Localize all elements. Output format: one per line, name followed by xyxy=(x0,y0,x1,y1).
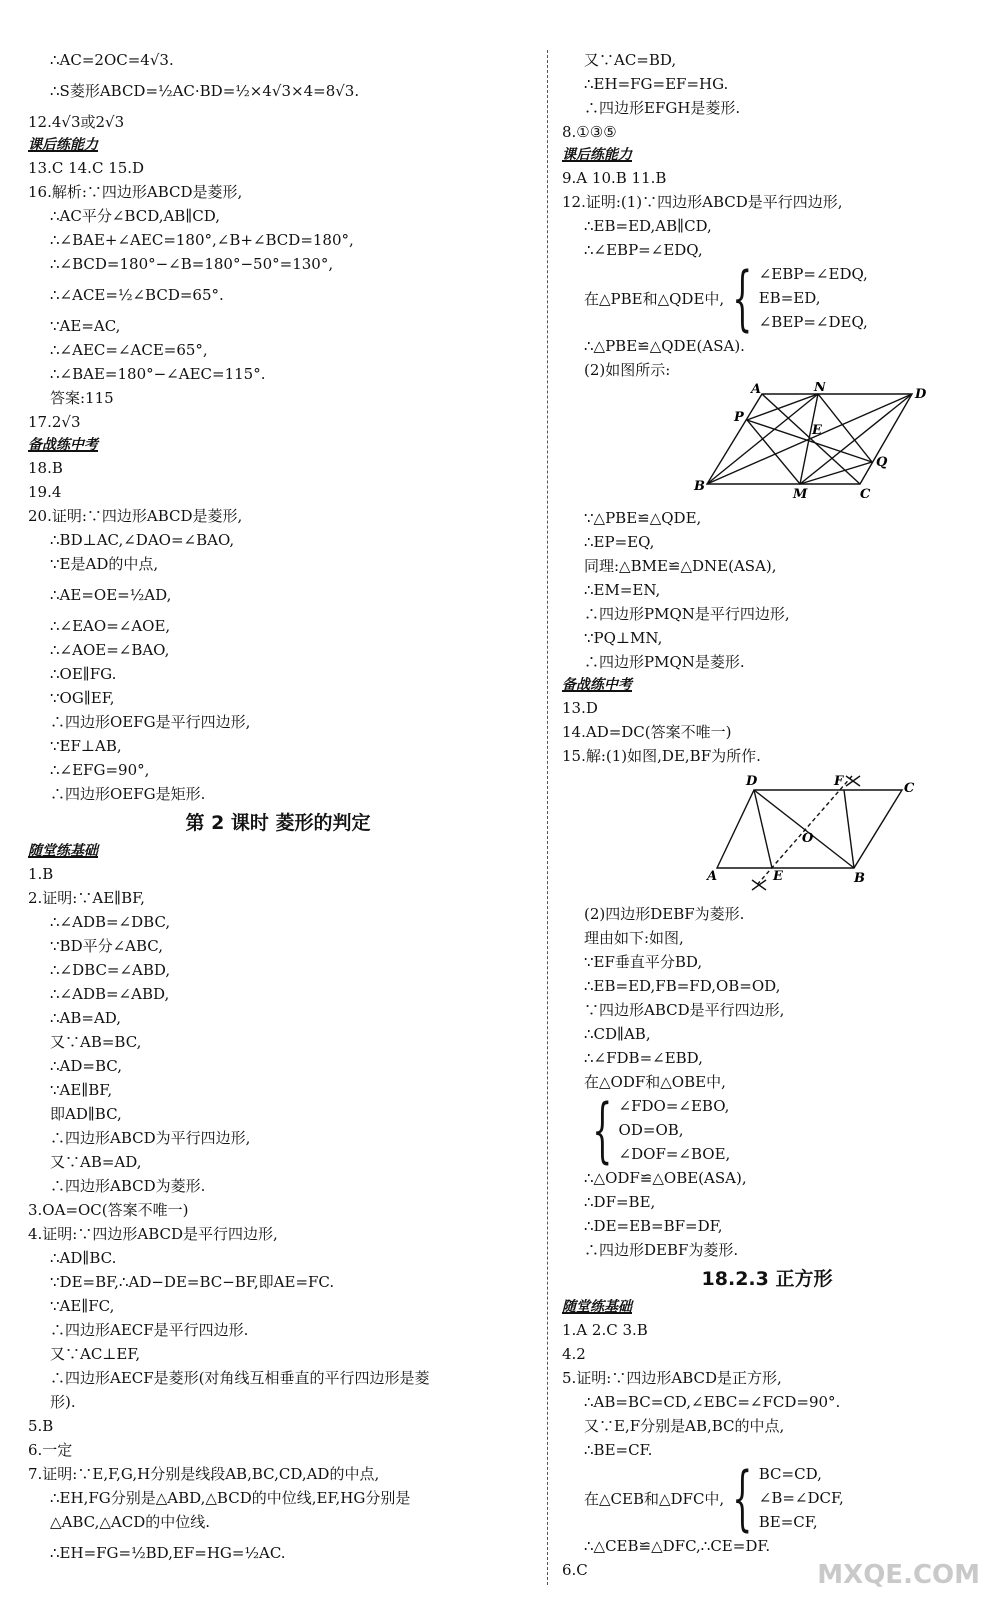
equation-system xyxy=(562,257,972,339)
text-line: 16.解析:∵四边形ABCD是菱形, xyxy=(28,183,243,201)
label-d: D xyxy=(746,774,758,789)
section-heading: 随堂练基础 xyxy=(562,1299,632,1315)
label-e: E xyxy=(773,869,783,884)
text-line: ∴DF=BE, xyxy=(584,1193,656,1211)
text-line: ∴EH=FG=½BD,EF=HG=½AC. xyxy=(50,1544,286,1562)
text-line: 1.B xyxy=(28,865,54,883)
section-heading: 课后练能力 xyxy=(562,147,632,163)
text-line: ∠FDO=∠EBO, xyxy=(618,1097,730,1115)
text-line: ∴∠AOE=∠BAO, xyxy=(50,641,170,659)
label-q: Q xyxy=(876,455,888,470)
text-line: 13.C 14.C 15.D xyxy=(28,159,145,177)
text-line: ∴∠BAE+∠AEC=180°,∠B+∠BCD=180°, xyxy=(50,231,354,249)
text-line: BE=CF, xyxy=(758,1513,818,1531)
text-line: ∴∠BAE=180°−∠AEC=115°. xyxy=(50,365,266,383)
text-line: 又∵AB=AD, xyxy=(50,1153,142,1171)
text-line: ∴四边形ABCD为平行四边形, xyxy=(50,1129,251,1147)
text-line: 理由如下:如图, xyxy=(584,929,684,947)
text-line: ∠DOF=∠BOE, xyxy=(618,1145,731,1163)
label-d: D xyxy=(915,387,927,402)
parallelogram-figure-2 xyxy=(562,768,972,898)
text-line: 4.2 xyxy=(562,1345,586,1363)
text-line: OD=OB, xyxy=(618,1121,684,1139)
lesson-title: 第 2 课时 菱形的判定 xyxy=(185,812,371,834)
text-line: ∴四边形PMQN是菱形. xyxy=(584,653,745,671)
text-line: 又∵AC⊥EF, xyxy=(50,1345,141,1363)
parallelogram-abcd xyxy=(717,790,902,868)
text-line: ∵DE=BF,∴AD−DE=BC−BF,即AE=FC. xyxy=(50,1273,335,1291)
text-line: 8.①③⑤ xyxy=(562,123,617,141)
text-line: (2)四边形DEBF为菱形. xyxy=(584,905,745,923)
label-e: E xyxy=(812,423,822,438)
segment-fb xyxy=(844,790,854,868)
text-line: ∠B=∠DCF, xyxy=(758,1489,844,1507)
text-line: ∵E是AD的中点, xyxy=(50,555,159,573)
text-line: ∠EBP=∠EDQ, xyxy=(758,265,868,283)
text-line: ∵AE∥FC, xyxy=(50,1297,115,1315)
text-line: ∴∠ADB=∠ABD, xyxy=(50,985,170,1003)
equation-system xyxy=(562,1089,972,1171)
label-p: P xyxy=(734,410,744,425)
text-line: ∴∠EBP=∠EDQ, xyxy=(584,241,703,259)
label-o: O xyxy=(802,831,814,846)
text-line: ∴∠ADB=∠DBC, xyxy=(50,913,171,931)
text-line: ∴四边形OEFG是矩形. xyxy=(50,785,206,803)
text-line: 又∵AC=BD, xyxy=(584,51,677,69)
text-line: ∵PQ⊥MN, xyxy=(584,629,663,647)
text-line: ∴AE=OE=½AD, xyxy=(50,586,172,604)
text-line: 在△ODF和△OBE中, xyxy=(584,1073,726,1091)
text-line: ∵四边形ABCD是平行四边形, xyxy=(584,1001,785,1019)
text-line: ∴S菱形ABCD=½AC·BD=½×4√3×4=8√3. xyxy=(50,82,360,100)
text-line: 5.B xyxy=(28,1417,54,1435)
text-line: ∴EH,FG分别是△ABD,△BCD的中位线,EF,HG分别是 xyxy=(50,1489,411,1507)
text-line: 形). xyxy=(50,1393,76,1411)
right-column xyxy=(562,48,972,1582)
label-c: C xyxy=(904,781,915,796)
equation-system xyxy=(562,1457,972,1539)
text-line: 7.证明:∵E,F,G,H分别是线段AB,BC,CD,AD的中点, xyxy=(28,1465,380,1483)
text-line: 答案:115 xyxy=(50,389,114,407)
text-line: ∴∠EFG=90°, xyxy=(50,761,150,779)
text-line: ∴OE∥FG. xyxy=(50,665,117,683)
text-line: ∴四边形OEFG是平行四边形, xyxy=(50,713,251,731)
text-line: ∴BE=CF. xyxy=(584,1441,653,1459)
text-line: 6.一定 xyxy=(28,1441,73,1459)
text-line: 13.D xyxy=(562,699,598,717)
left-column xyxy=(28,48,528,1572)
text-line: (2)如图所示: xyxy=(584,361,671,379)
text-line: 1.A 2.C 3.B xyxy=(562,1321,648,1339)
text-line: ∴△CEB≌△DFC,∴CE=DF. xyxy=(584,1537,771,1555)
text-line: ∴AB=BC=CD,∠EBC=∠FCD=90°. xyxy=(584,1393,841,1411)
brace: { xyxy=(732,257,753,339)
text-line: ∴AC=2OC=4√3. xyxy=(50,51,174,69)
text-line: ∴∠BCD=180°−∠B=180°−50°=130°, xyxy=(50,255,334,273)
text-line: ∵EF⊥AB, xyxy=(50,737,122,755)
text-line: ∴四边形ABCD为菱形. xyxy=(50,1177,206,1195)
text-line: 20.证明:∵四边形ABCD是菱形, xyxy=(28,507,243,525)
segment-dm xyxy=(800,394,912,484)
text-line: ∴△PBE≌△QDE(ASA). xyxy=(584,337,745,355)
text-line: ∵BD平分∠ABC, xyxy=(50,937,164,955)
text-line: 又∵AB=BC, xyxy=(50,1033,142,1051)
label-b: B xyxy=(694,479,705,494)
label-a: A xyxy=(707,869,718,884)
text-line: ∴CD∥AB, xyxy=(584,1025,651,1043)
brace: { xyxy=(592,1089,613,1171)
text-line: ∵AE∥BF, xyxy=(50,1081,113,1099)
label-f: F xyxy=(834,774,844,789)
text-line: 9.A 10.B 11.B xyxy=(562,169,667,187)
label-c: C xyxy=(860,487,871,502)
text-line: ∴∠FDB=∠EBD, xyxy=(584,1049,703,1067)
text-line: ∴EP=EQ, xyxy=(584,533,655,551)
text-line: ∴四边形AECF是平行四边形. xyxy=(50,1321,249,1339)
text-line: ∴AD=BC, xyxy=(50,1057,122,1075)
section-heading: 备战练中考 xyxy=(28,437,98,453)
text-line: ∵EF垂直平分BD, xyxy=(584,953,703,971)
text-line: ∴DE=EB=BF=DF, xyxy=(584,1217,723,1235)
parallelogram-figure-1 xyxy=(562,382,972,502)
text-line: ∵AE=AC, xyxy=(50,317,121,335)
text-line: 即AD∥BC, xyxy=(50,1105,122,1123)
text-line: ∴∠EAO=∠AOE, xyxy=(50,617,171,635)
arc-mark-top xyxy=(846,776,860,786)
text-line: 14.AD=DC(答案不唯一) xyxy=(562,723,732,741)
text-line: 18.B xyxy=(28,459,63,477)
text-line: ∴BD⊥AC,∠DAO=∠BAO, xyxy=(50,531,235,549)
label-b: B xyxy=(854,871,865,886)
text-line: ∴四边形DEBF为菱形. xyxy=(584,1241,739,1259)
text-line: ∴△ODF≌△OBE(ASA), xyxy=(584,1169,747,1187)
label-n: N xyxy=(814,382,826,395)
text-line: △ABC,△ACD的中位线. xyxy=(50,1513,211,1531)
text-line: ∴四边形AECF是菱形(对角线互相垂直的平行四边形是菱 xyxy=(50,1369,430,1387)
text-line: ∴EB=ED,FB=FD,OB=OD, xyxy=(584,977,781,995)
brace: { xyxy=(732,1457,753,1539)
text-line: 在△PBE和△QDE中, xyxy=(584,289,725,308)
text-line: 3.OA=OC(答案不唯一) xyxy=(28,1201,189,1219)
text-line: ∴∠AEC=∠ACE=65°, xyxy=(50,341,208,359)
text-line: BC=CD, xyxy=(758,1465,822,1483)
text-line: 同理:△BME≌△DNE(ASA), xyxy=(584,557,777,575)
text-line: 6.C xyxy=(562,1561,588,1579)
section-heading: 随堂练基础 xyxy=(28,843,98,859)
text-line: 4.证明:∵四边形ABCD是平行四边形, xyxy=(28,1225,278,1243)
text-line: ∴EH=FG=EF=HG. xyxy=(584,75,729,93)
text-line: ∴四边形PMQN是平行四边形, xyxy=(584,605,790,623)
label-m: M xyxy=(793,487,808,502)
text-line: ∴四边形EFGH是菱形. xyxy=(584,99,741,117)
text-line: 2.证明:∵AE∥BF, xyxy=(28,889,145,907)
section-heading: 课后练能力 xyxy=(28,137,98,153)
text-line: ∵△PBE≌△QDE, xyxy=(584,509,702,527)
text-line: ∴∠ACE=½∠BCD=65°. xyxy=(50,286,224,304)
text-line: ∴EM=EN, xyxy=(584,581,661,599)
text-line: ∵OG∥EF, xyxy=(50,689,115,707)
text-line: ∴∠DBC=∠ABD, xyxy=(50,961,171,979)
text-line: 5.证明:∵四边形ABCD是正方形, xyxy=(562,1369,782,1387)
column-divider xyxy=(547,50,548,1585)
text-line: ∴AB=AD, xyxy=(50,1009,122,1027)
text-line: ∴EB=ED,AB∥CD, xyxy=(584,217,712,235)
lesson-title: 18.2.3 正方形 xyxy=(701,1268,833,1290)
text-line: ∠BEP=∠DEQ, xyxy=(758,313,868,331)
text-line: 又∵E,F分别是AB,BC的中点, xyxy=(584,1417,785,1435)
label-a: A xyxy=(751,382,762,397)
text-line: ∴AD∥BC. xyxy=(50,1249,117,1267)
text-line: 15.解:(1)如图,DE,BF为所作. xyxy=(562,747,761,765)
text-line: 17.2√3 xyxy=(28,413,81,431)
watermark: MXQE.COM xyxy=(817,1560,980,1590)
text-line: 在△CEB和△DFC中, xyxy=(584,1489,725,1508)
text-line: 19.4 xyxy=(28,483,62,501)
text-line: EB=ED, xyxy=(758,289,821,307)
text-line: 12.证明:(1)∵四边形ABCD是平行四边形, xyxy=(562,193,843,211)
text-line: ∴AC平分∠BCD,AB∥CD, xyxy=(50,207,220,225)
text-line: 12.4√3或2√3 xyxy=(28,113,125,131)
section-heading: 备战练中考 xyxy=(562,677,632,693)
